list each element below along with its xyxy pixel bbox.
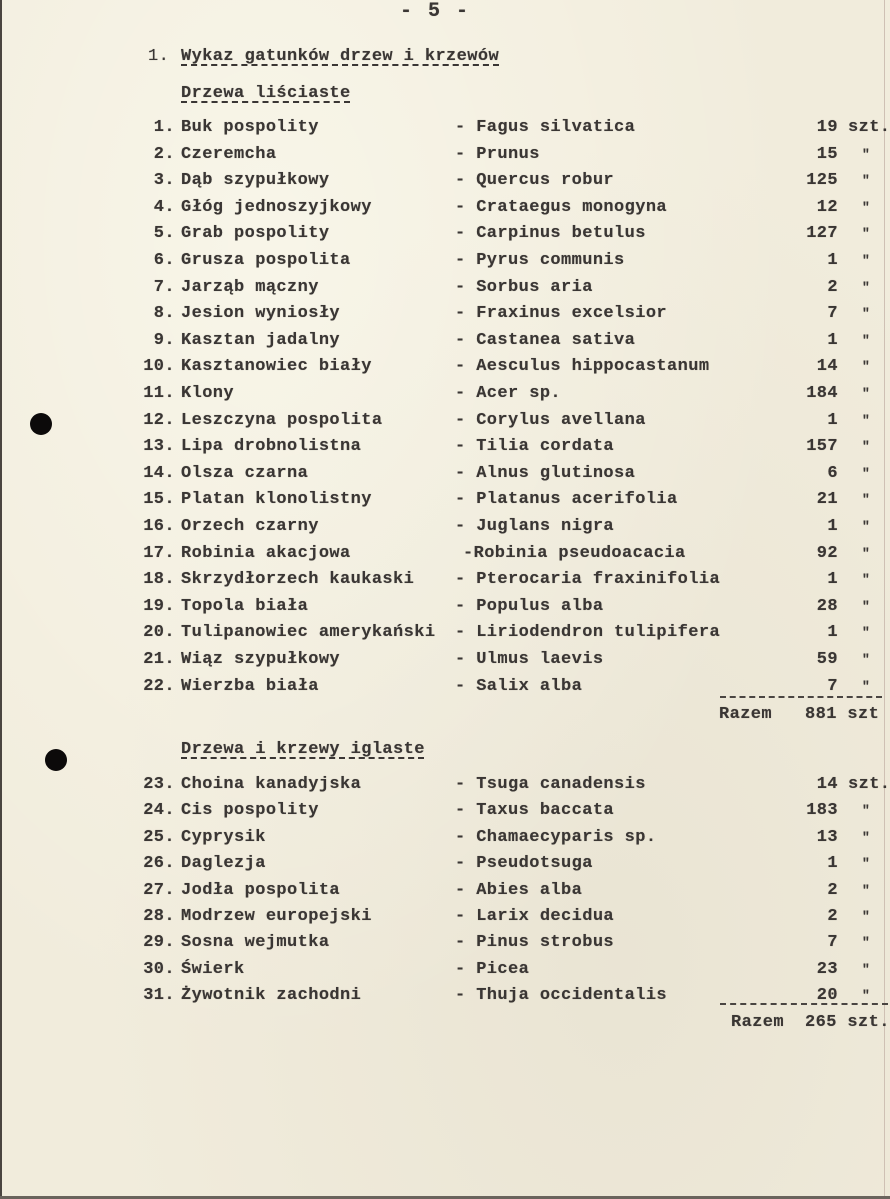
common-name: Grab pospolity xyxy=(181,224,330,243)
common-name: Sosna wejmutka xyxy=(181,933,330,952)
title-number: 1. xyxy=(148,47,170,66)
quantity: 1 xyxy=(827,411,838,430)
quantity: 15 xyxy=(816,145,838,164)
total-value-coniferous: 265 szt. xyxy=(805,1013,890,1032)
row-number: 2. xyxy=(153,145,175,164)
quantity: 1 xyxy=(827,854,838,873)
unit: " xyxy=(862,962,871,977)
quantity: 19 xyxy=(816,118,838,137)
latin-name: - Sorbus aria xyxy=(455,278,593,297)
row-number: 19. xyxy=(143,597,175,616)
latin-name: - Aesculus hippocastanum xyxy=(455,357,710,376)
sum-divider-coniferous xyxy=(720,1003,888,1005)
unit: " xyxy=(862,359,871,374)
row-number: 1. xyxy=(153,118,175,137)
latin-name: - Ulmus laevis xyxy=(455,650,604,669)
latin-name: - Pterocaria fraxinifolia xyxy=(455,570,721,589)
latin-name: - Liriodendron tulipifera xyxy=(455,623,721,642)
common-name: Żywotnik zachodni xyxy=(181,986,362,1005)
row-number: 26. xyxy=(143,854,175,873)
latin-name: - Pinus strobus xyxy=(455,933,615,952)
quantity: 21 xyxy=(816,490,838,509)
quantity: 2 xyxy=(827,907,838,926)
latin-name: - Juglans nigra xyxy=(455,517,615,536)
row-number: 24. xyxy=(143,801,175,820)
latin-name: - Fraxinus excelsior xyxy=(455,304,668,323)
quantity: 7 xyxy=(827,304,838,323)
quantity: 183 xyxy=(806,801,838,820)
common-name: Kasztanowiec biały xyxy=(181,357,372,376)
unit: " xyxy=(862,413,871,428)
common-name: Cis pospolity xyxy=(181,801,319,820)
latin-name: - Quercus robur xyxy=(455,171,615,190)
latin-name: - Acer sp. xyxy=(455,384,562,403)
row-number: 4. xyxy=(153,198,175,217)
common-name: Choina kanadyjska xyxy=(181,775,362,794)
unit: " xyxy=(862,599,871,614)
row-number: 21. xyxy=(143,650,175,669)
common-name: Kasztan jadalny xyxy=(181,331,341,350)
unit: " xyxy=(862,306,871,321)
unit: " xyxy=(862,856,871,871)
section-heading-coniferous: Drzewa i krzewy iglaste xyxy=(181,740,425,759)
common-name: Jesion wyniosły xyxy=(181,304,341,323)
row-number: 10. xyxy=(143,357,175,376)
row-number: 31. xyxy=(143,986,175,1005)
common-name: Lipa drobnolistna xyxy=(181,437,362,456)
latin-name: - Alnus glutinosa xyxy=(455,464,636,483)
quantity: 28 xyxy=(816,597,838,616)
row-number: 18. xyxy=(143,570,175,589)
latin-name: - Larix decidua xyxy=(455,907,615,926)
common-name: Topola biała xyxy=(181,597,309,616)
unit: " xyxy=(862,679,871,694)
page-title: Wykaz gatunków drzew i krzewów xyxy=(181,47,500,66)
unit: " xyxy=(862,572,871,587)
common-name: Robinia akacjowa xyxy=(181,544,351,563)
common-name: Świerk xyxy=(181,960,245,979)
unit: " xyxy=(862,226,871,241)
latin-name: - Tilia cordata xyxy=(455,437,615,456)
unit: " xyxy=(862,333,871,348)
unit: " xyxy=(862,625,871,640)
row-number: 14. xyxy=(143,464,175,483)
unit: " xyxy=(862,173,871,188)
row-number: 11. xyxy=(143,384,175,403)
latin-name: - Fagus silvatica xyxy=(455,118,636,137)
quantity: 127 xyxy=(806,224,838,243)
common-name: Cyprysik xyxy=(181,828,266,847)
common-name: Daglezja xyxy=(181,854,266,873)
latin-name: - Thuja occidentalis xyxy=(455,986,668,1005)
page-edge-left xyxy=(0,0,2,1199)
total-value-deciduous: 881 szt xyxy=(805,705,880,724)
common-name: Tulipanowiec amerykański xyxy=(181,623,436,642)
unit: " xyxy=(862,803,871,818)
latin-name: - Tsuga canadensis xyxy=(455,775,646,794)
quantity: 13 xyxy=(816,828,838,847)
common-name: Orzech czarny xyxy=(181,517,319,536)
quantity: 2 xyxy=(827,881,838,900)
section-heading-deciduous: Drzewa liściaste xyxy=(181,84,351,103)
row-number: 27. xyxy=(143,881,175,900)
row-number: 12. xyxy=(143,411,175,430)
common-name: Grusza pospolita xyxy=(181,251,351,270)
unit: " xyxy=(862,883,871,898)
unit: " xyxy=(862,546,871,561)
quantity: 1 xyxy=(827,570,838,589)
common-name: Olsza czarna xyxy=(181,464,309,483)
quantity: 14 xyxy=(816,775,838,794)
latin-name: - Abies alba xyxy=(455,881,583,900)
row-number: 9. xyxy=(153,331,175,350)
quantity: 59 xyxy=(816,650,838,669)
latin-name: - Carpinus betulus xyxy=(455,224,646,243)
quantity: 14 xyxy=(816,357,838,376)
punch-hole-bottom xyxy=(45,749,67,771)
total-label-deciduous: Razem xyxy=(719,705,773,724)
unit: " xyxy=(862,466,871,481)
row-number: 3. xyxy=(153,171,175,190)
latin-name: - Pseudotsuga xyxy=(455,854,593,873)
row-number: 7. xyxy=(153,278,175,297)
quantity: 1 xyxy=(827,623,838,642)
row-number: 20. xyxy=(143,623,175,642)
unit: szt. xyxy=(848,775,890,794)
common-name: Leszczyna pospolita xyxy=(181,411,383,430)
unit: szt. xyxy=(848,118,890,137)
quantity: 92 xyxy=(816,544,838,563)
row-number: 5. xyxy=(153,224,175,243)
unit: " xyxy=(862,988,871,1003)
common-name: Platan klonolistny xyxy=(181,490,372,509)
row-number: 22. xyxy=(143,677,175,696)
row-number: 17. xyxy=(143,544,175,563)
quantity: 20 xyxy=(816,986,838,1005)
quantity: 1 xyxy=(827,331,838,350)
row-number: 16. xyxy=(143,517,175,536)
common-name: Modrzew europejski xyxy=(181,907,372,926)
unit: " xyxy=(862,386,871,401)
unit: " xyxy=(862,253,871,268)
sum-divider-deciduous xyxy=(720,696,882,698)
latin-name: - Platanus acerifolia xyxy=(455,490,678,509)
common-name: Buk pospolity xyxy=(181,118,319,137)
common-name: Jodła pospolita xyxy=(181,881,341,900)
unit: " xyxy=(862,439,871,454)
common-name: Klony xyxy=(181,384,235,403)
quantity: 12 xyxy=(816,198,838,217)
unit: " xyxy=(862,492,871,507)
quantity: 125 xyxy=(806,171,838,190)
common-name: Wiąz szypułkowy xyxy=(181,650,341,669)
common-name: Skrzydłorzech kaukaski xyxy=(181,570,415,589)
row-number: 23. xyxy=(143,775,175,794)
latin-name: - Crataegus monogyna xyxy=(455,198,668,217)
unit: " xyxy=(862,519,871,534)
unit: " xyxy=(862,830,871,845)
quantity: 1 xyxy=(827,517,838,536)
quantity: 7 xyxy=(827,677,838,696)
unit: " xyxy=(862,652,871,667)
quantity: 157 xyxy=(806,437,838,456)
latin-name: - Chamaecyparis sp. xyxy=(455,828,657,847)
quantity: 6 xyxy=(827,464,838,483)
latin-name: - Populus alba xyxy=(455,597,604,616)
quantity: 23 xyxy=(816,960,838,979)
latin-name: - Pyrus communis xyxy=(455,251,625,270)
unit: " xyxy=(862,935,871,950)
latin-name: - Corylus avellana xyxy=(455,411,646,430)
latin-name: -Robinia pseudoacacia xyxy=(463,544,686,563)
latin-name: - Prunus xyxy=(455,145,540,164)
quantity: 7 xyxy=(827,933,838,952)
row-number: 25. xyxy=(143,828,175,847)
unit: " xyxy=(862,200,871,215)
quantity: 184 xyxy=(806,384,838,403)
row-number: 15. xyxy=(143,490,175,509)
page-number: - 5 - xyxy=(400,0,471,23)
common-name: Wierzba biała xyxy=(181,677,319,696)
unit: " xyxy=(862,147,871,162)
total-label-coniferous: Razem xyxy=(731,1013,785,1032)
row-number: 6. xyxy=(153,251,175,270)
common-name: Czeremcha xyxy=(181,145,277,164)
unit: " xyxy=(862,909,871,924)
quantity: 1 xyxy=(827,251,838,270)
latin-name: - Taxus baccata xyxy=(455,801,615,820)
latin-name: - Salix alba xyxy=(455,677,583,696)
common-name: Dąb szypułkowy xyxy=(181,171,330,190)
common-name: Jarząb mączny xyxy=(181,278,319,297)
latin-name: - Picea xyxy=(455,960,530,979)
unit: " xyxy=(862,280,871,295)
row-number: 13. xyxy=(143,437,175,456)
row-number: 29. xyxy=(143,933,175,952)
row-number: 8. xyxy=(153,304,175,323)
common-name: Głóg jednoszyjkowy xyxy=(181,198,372,217)
latin-name: - Castanea sativa xyxy=(455,331,636,350)
row-number: 30. xyxy=(143,960,175,979)
quantity: 2 xyxy=(827,278,838,297)
punch-hole-top xyxy=(30,413,52,435)
row-number: 28. xyxy=(143,907,175,926)
